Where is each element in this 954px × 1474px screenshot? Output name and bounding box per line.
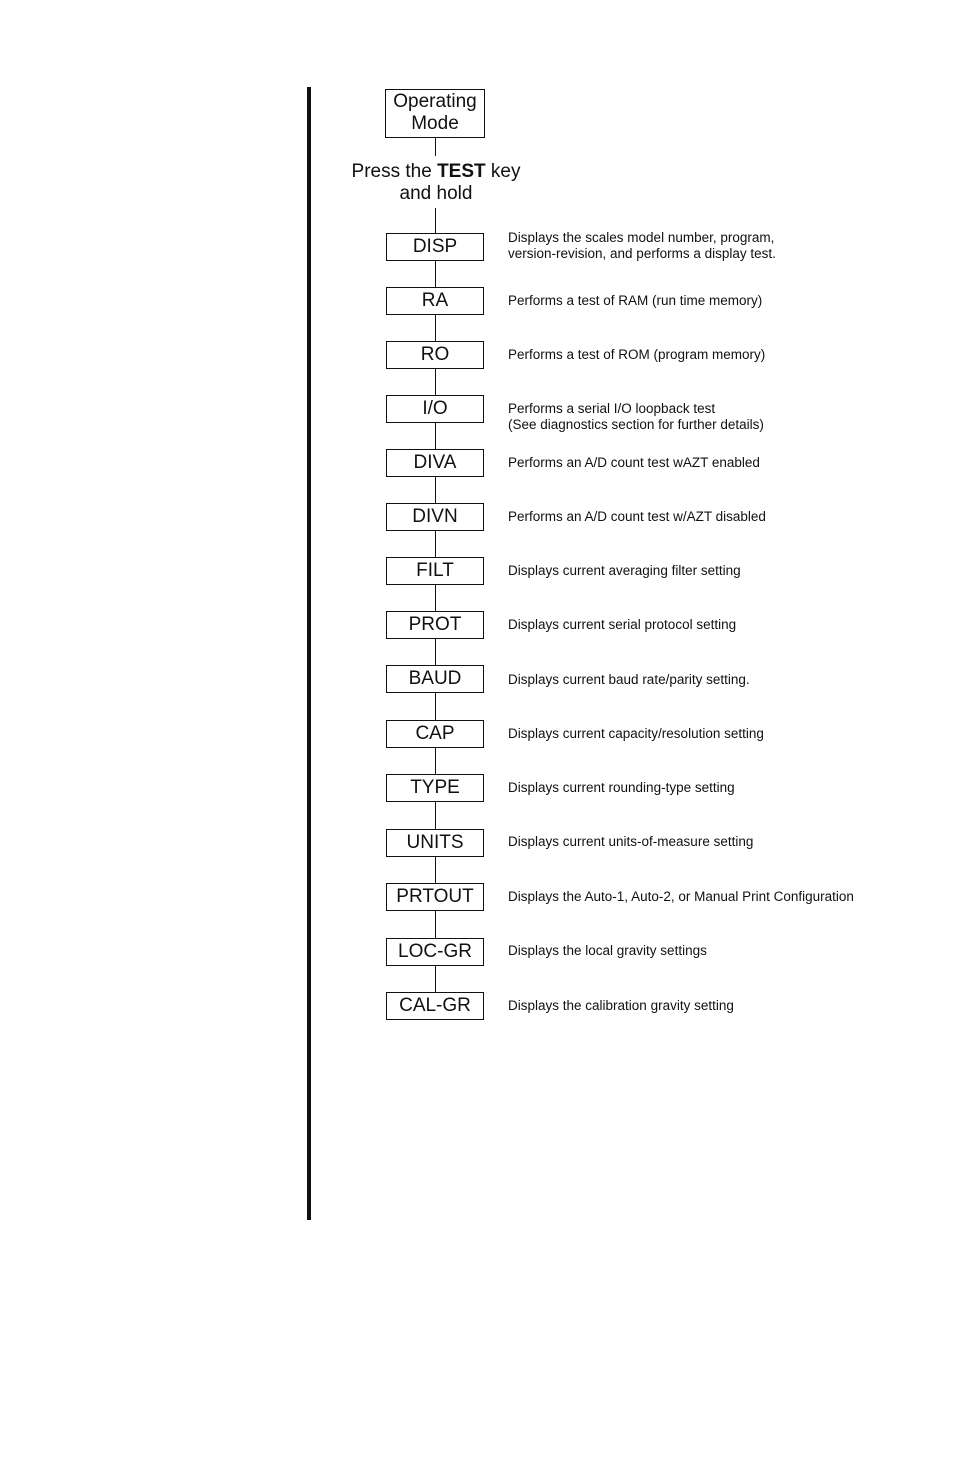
step-description-filt: [508, 563, 948, 579]
test-key-label: TEST: [437, 161, 486, 182]
description-line: (See diagnostics section for further details): [508, 417, 764, 432]
step-label: CAL-GR: [399, 995, 471, 1016]
step-description-baud: [508, 672, 948, 688]
step-description-cal-gr: [508, 998, 948, 1014]
step-box-type: [386, 774, 484, 802]
step-connector: [435, 693, 436, 720]
description-line: Performs a test of ROM (program memory): [508, 347, 766, 362]
instruction-line2: and hold: [399, 183, 473, 204]
step-description-prtout: [508, 889, 948, 905]
step-description-divn: [508, 509, 948, 525]
step-label: RO: [420, 344, 450, 365]
description-line: Displays current averaging filter setting: [508, 563, 741, 578]
step-description-ra: [508, 293, 948, 309]
connector-start: [435, 138, 436, 156]
step-box-cal-gr: [386, 992, 484, 1020]
step-label: RA: [421, 290, 449, 311]
step-description-loc-gr: [508, 943, 948, 959]
step-label: DIVN: [412, 506, 458, 527]
step-box-ro: [386, 341, 484, 369]
step-box-loc-gr: [386, 938, 484, 966]
description-line: Performs an A/D count test wAZT enabled: [508, 455, 760, 470]
step-label: UNITS: [406, 832, 464, 853]
description-line: Displays current rounding-type setting: [508, 780, 735, 795]
step-label: PROT: [408, 614, 462, 635]
operating-mode-line2: Mode: [411, 112, 459, 134]
step-box-filt: [386, 557, 484, 585]
step-connector: [435, 911, 436, 938]
step-description-diva: [508, 455, 948, 471]
step-connector: [435, 477, 436, 503]
description-line: Performs an A/D count test w/AZT disabled: [508, 509, 766, 524]
step-box-baud: [386, 665, 484, 693]
step-box-diva: [386, 449, 484, 477]
step-label: I/O: [422, 398, 448, 419]
step-box-divn: [386, 503, 484, 531]
step-label: PRTOUT: [396, 886, 474, 907]
description-line: Displays current capacity/resolution setting: [508, 726, 764, 741]
description-line: Displays the scales model number, program,: [508, 230, 775, 245]
step-description-cap: [508, 726, 948, 742]
description-line: Displays current baud rate/parity setting.: [508, 672, 750, 687]
instruction-text: [320, 161, 552, 205]
step-label: DIVA: [413, 452, 457, 473]
step-connector: [435, 531, 436, 557]
operating-mode-line1: Operating: [393, 91, 477, 112]
instruction-suffix: key: [485, 161, 521, 182]
step-description-type: [508, 780, 948, 796]
step-connector: [435, 639, 436, 665]
step-box-units: [386, 829, 484, 857]
step-label: DISP: [412, 236, 458, 257]
step-connector: [435, 802, 436, 829]
step-box-prot: [386, 611, 484, 639]
description-line: Performs a test of RAM (run time memory): [508, 293, 763, 308]
description-line: Displays the local gravity settings: [508, 943, 707, 958]
step-connector: [435, 261, 436, 287]
step-box-cap: [386, 720, 484, 748]
operating-mode-box: [385, 89, 485, 138]
description-line: Displays current units-of-measure setting: [508, 834, 754, 849]
step-description-prot: [508, 617, 948, 633]
step-connector: [435, 315, 436, 341]
step-connector: [435, 857, 436, 883]
step-box-prtout: [386, 883, 484, 911]
step-connector: [435, 369, 436, 395]
step-box-disp: [386, 233, 484, 261]
step-label: FILT: [416, 560, 454, 581]
step-description-io: [508, 401, 948, 433]
instruction-prefix: Press the: [351, 161, 438, 182]
step-label: CAP: [415, 723, 455, 744]
description-line: Displays the calibration gravity setting: [508, 998, 734, 1013]
step-description-disp: [508, 230, 948, 262]
margin-change-bar: [307, 87, 311, 1220]
step-box-io: [386, 395, 484, 423]
description-line: Displays current serial protocol setting: [508, 617, 737, 632]
step-connector: [435, 585, 436, 611]
description-line: version-revision, and performs a display test.: [508, 246, 776, 261]
step-connector: [435, 966, 436, 992]
step-label: LOC-GR: [398, 941, 472, 962]
step-label: BAUD: [408, 668, 462, 689]
description-line: Performs a serial I/O loopback test: [508, 401, 716, 416]
step-label: TYPE: [410, 777, 460, 798]
step-description-ro: [508, 347, 948, 363]
step-connector: [435, 423, 436, 449]
step-connector: [435, 748, 436, 774]
step-box-ra: [386, 287, 484, 315]
connector-instruction: [435, 208, 436, 233]
step-description-units: [508, 834, 948, 850]
description-line: Displays the Auto-1, Auto-2, or Manual Print Configuration: [508, 889, 854, 904]
